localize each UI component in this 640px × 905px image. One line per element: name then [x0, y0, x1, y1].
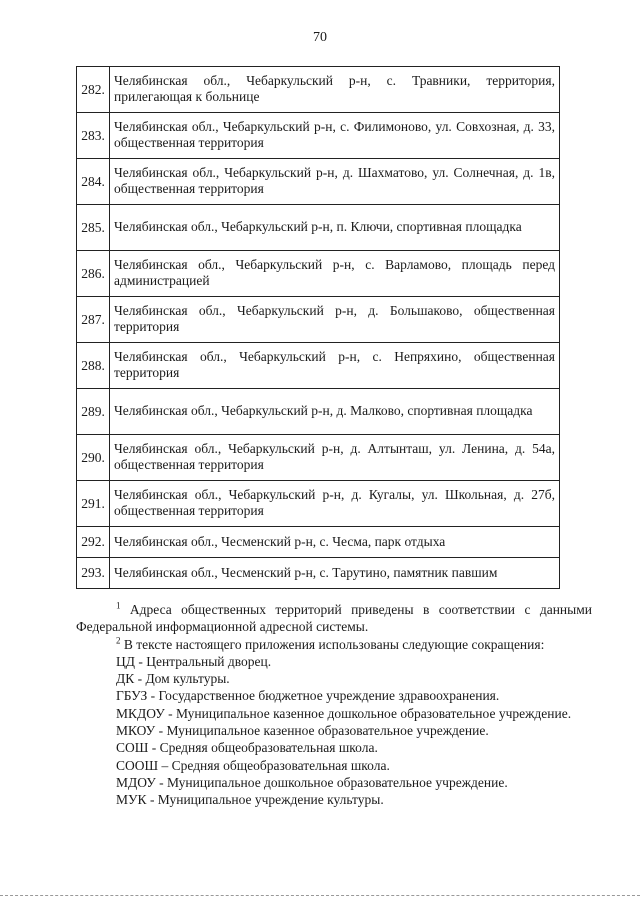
footnote-2-text: В тексте настоящего приложения использованы следующие сокращения:: [120, 636, 545, 652]
footnote-1-mark: 1: [116, 600, 121, 611]
footnote-2: [76, 636, 592, 653]
row-address: Челябинская обл., Чебаркульский р-н, д. Кугалы, ул. Школьная, д. 27б, общественная территория: [110, 481, 560, 527]
row-number: 284.: [77, 159, 110, 205]
row-address: Челябинская обл., Чесменский р-н, с. Чесма, парк отдыха: [110, 527, 560, 558]
row-number: 289.: [77, 389, 110, 435]
row-number: 292.: [77, 527, 110, 558]
table-row: [77, 558, 560, 589]
table-row: [77, 435, 560, 481]
row-number: 293.: [77, 558, 110, 589]
table-row: [77, 527, 560, 558]
abbreviation-item: СООШ – Средняя общеобразовательная школа.: [116, 757, 390, 773]
row-address: Челябинская обл., Чебаркульский р-н, п. Ключи, спортивная площадка: [110, 205, 560, 251]
abbreviation-item: МУК - Муниципальное учреждение культуры.: [116, 792, 384, 808]
table-row: [77, 159, 560, 205]
abbreviation-item: МДОУ - Муниципальное дошкольное образовательное учреждение.: [116, 774, 508, 790]
row-address: Челябинская обл., Чебаркульский р-н, д. Алтынташ, ул. Ленина, д. 54а, общественная территория: [110, 435, 560, 481]
row-address: Челябинская обл., Чебаркульский р-н, с. Варламово, площадь перед администрацией: [110, 251, 560, 297]
abbreviation-item: СОШ - Средняя общеобразовательная школа.: [116, 740, 378, 756]
table-row: [77, 389, 560, 435]
row-number: 285.: [77, 205, 110, 251]
row-number: 283.: [77, 113, 110, 159]
row-address: Челябинская обл., Чесменский р-н, с. Тарутино, памятник павшим: [110, 558, 560, 589]
row-address: Челябинская обл., Чебаркульский р-н, д. Большаково, общественная территория: [110, 297, 560, 343]
row-address: Челябинская обл., Чебаркульский р-н, с. Непряхино, общественная территория: [110, 343, 560, 389]
row-number: 288.: [77, 343, 110, 389]
address-table: [76, 66, 560, 589]
table-row: [77, 205, 560, 251]
row-address: Челябинская обл., Чебаркульский р-н, д. Шахматово, ул. Солнечная, д. 1в, общественная территория: [110, 159, 560, 205]
abbreviation-item: МКОУ - Муниципальное казенное образовательное учреждение.: [116, 723, 489, 739]
row-address: Челябинская обл., Чебаркульский р-н, д. Малково, спортивная площадка: [110, 389, 560, 435]
abbreviation-item: МКДОУ - Муниципальное казенное дошкольное образовательное учреждение.: [116, 705, 572, 721]
footnote-1: [76, 601, 592, 636]
row-address: Челябинская обл., Чебаркульский р-н, с. Травники, территория, прилегающая к больнице: [110, 67, 560, 113]
row-address: Челябинская обл., Чебаркульский р-н, с. Филимоново, ул. Совхозная, д. 33, общественная территория: [110, 113, 560, 159]
table-row: [77, 251, 560, 297]
table-row: [77, 67, 560, 113]
row-number: 286.: [77, 251, 110, 297]
footnote-2-mark: 2: [116, 635, 121, 646]
table-row: [77, 481, 560, 527]
page-number: 70: [313, 30, 327, 45]
footnotes: [76, 601, 592, 809]
footnote-1-text: Адреса общественных территорий приведены в соответствии с данными Федеральной информационной адресной системы.: [76, 602, 592, 635]
table-row: [77, 113, 560, 159]
row-number: 287.: [77, 297, 110, 343]
table-row: [77, 343, 560, 389]
row-number: 282.: [77, 67, 110, 113]
row-number: 290.: [77, 435, 110, 481]
abbreviation-item: ДК - Дом культуры.: [116, 671, 230, 687]
abbreviation-item: ЦД - Центральный дворец.: [116, 653, 272, 669]
bottom-divider: [0, 895, 640, 896]
abbreviation-item: ГБУЗ - Государственное бюджетное учреждение здравоохранения.: [116, 688, 500, 704]
row-number: 291.: [77, 481, 110, 527]
table-row: [77, 297, 560, 343]
